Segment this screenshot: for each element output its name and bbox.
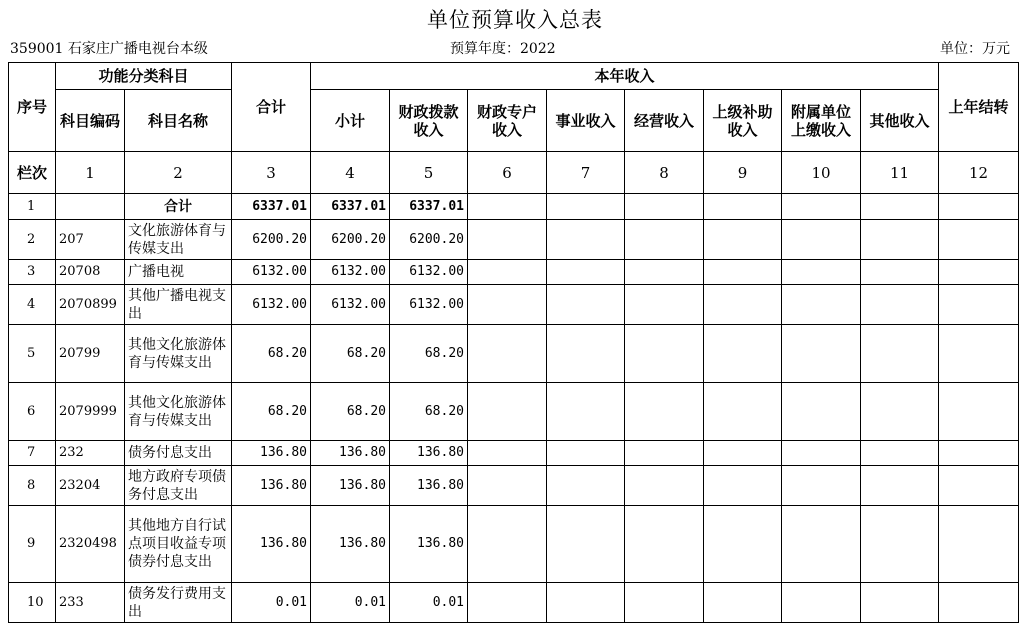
header-fiscal-special: 财政专户 收入 [468, 90, 547, 152]
table-row [9, 383, 1019, 441]
empty-cell [704, 285, 782, 325]
column-number: 7 [547, 152, 625, 194]
column-number: 11 [861, 152, 939, 194]
empty-cell [625, 325, 704, 383]
subtotal-cell: 6132.00 [311, 285, 390, 325]
empty-cell [547, 466, 625, 506]
fiscal-grant-cell: 6132.00 [390, 285, 468, 325]
column-number: 12 [939, 152, 1019, 194]
empty-cell [782, 466, 861, 506]
row-index: 3 [9, 260, 56, 285]
empty-cell [625, 194, 704, 220]
subtotal-cell: 68.20 [311, 325, 390, 383]
subject-name-cell: 广播电视 [125, 260, 232, 285]
empty-cell [625, 506, 704, 583]
empty-cell [939, 285, 1019, 325]
empty-cell [468, 583, 547, 623]
fiscal-grant-cell: 136.80 [390, 506, 468, 583]
budget-income-table [8, 62, 1019, 623]
empty-cell [782, 441, 861, 466]
column-index-row [9, 152, 1019, 194]
fiscal-grant-cell: 68.20 [390, 325, 468, 383]
total-cell: 136.80 [232, 466, 311, 506]
subject-name-cell: 其他文化旅游体育与传媒支出 [125, 383, 232, 441]
subject-name-cell: 债务发行费用支出 [125, 583, 232, 623]
subject-code-cell: 207 [56, 220, 125, 260]
row-index: 5 [9, 325, 56, 383]
subtotal-cell: 6337.01 [311, 194, 390, 220]
empty-cell [782, 583, 861, 623]
table-row [9, 441, 1019, 466]
table-row [9, 506, 1019, 583]
empty-cell [547, 220, 625, 260]
column-number: 10 [782, 152, 861, 194]
budget-year: 预算年度：2022 [450, 41, 556, 57]
fiscal-grant-cell: 68.20 [390, 383, 468, 441]
total-cell: 68.20 [232, 325, 311, 383]
header-last-year-carry: 上年结转 [939, 63, 1019, 152]
header-row-2 [9, 90, 1019, 152]
empty-cell [468, 260, 547, 285]
subject-code-cell: 232 [56, 441, 125, 466]
empty-cell [468, 383, 547, 441]
subtotal-cell: 6200.20 [311, 220, 390, 260]
empty-cell [468, 325, 547, 383]
row-index: 1 [9, 194, 56, 220]
subject-code-cell [56, 194, 125, 220]
empty-cell [939, 325, 1019, 383]
total-cell: 0.01 [232, 583, 311, 623]
column-number: 1 [56, 152, 125, 194]
column-number: 4 [311, 152, 390, 194]
empty-cell [782, 220, 861, 260]
total-cell: 136.80 [232, 506, 311, 583]
empty-cell [468, 441, 547, 466]
unit-name: 359001 石家庄广播电视台本级 [10, 41, 208, 57]
fiscal-grant-cell: 6200.20 [390, 220, 468, 260]
subtotal-cell: 6132.00 [311, 260, 390, 285]
empty-cell [547, 383, 625, 441]
subtotal-cell: 68.20 [311, 383, 390, 441]
table-row [9, 466, 1019, 506]
empty-cell [939, 260, 1019, 285]
empty-cell [704, 260, 782, 285]
total-cell: 6132.00 [232, 285, 311, 325]
empty-cell [704, 220, 782, 260]
empty-cell [861, 441, 939, 466]
empty-cell [939, 441, 1019, 466]
empty-cell [704, 466, 782, 506]
empty-cell [625, 285, 704, 325]
subject-code-cell: 20799 [56, 325, 125, 383]
empty-cell [547, 441, 625, 466]
total-cell: 6337.01 [232, 194, 311, 220]
empty-cell [625, 583, 704, 623]
empty-cell [782, 325, 861, 383]
empty-cell [939, 506, 1019, 583]
empty-cell [861, 260, 939, 285]
fiscal-grant-cell: 0.01 [390, 583, 468, 623]
row-index: 10 [9, 583, 56, 623]
empty-cell [704, 506, 782, 583]
header-row-1 [9, 63, 1019, 90]
empty-cell [861, 194, 939, 220]
header-operating-income: 经营收入 [625, 90, 704, 152]
fiscal-grant-cell: 136.80 [390, 441, 468, 466]
subject-code-cell: 2079999 [56, 383, 125, 441]
subject-code-cell: 233 [56, 583, 125, 623]
subject-name-cell: 合计 [125, 194, 232, 220]
total-cell: 6200.20 [232, 220, 311, 260]
empty-cell [468, 194, 547, 220]
row-index: 2 [9, 220, 56, 260]
subtotal-cell: 136.80 [311, 506, 390, 583]
empty-cell [547, 260, 625, 285]
empty-cell [468, 220, 547, 260]
header-subtotal: 小计 [311, 90, 390, 152]
header-this-year-income: 本年收入 [311, 63, 939, 90]
empty-cell [782, 506, 861, 583]
subject-name-cell: 其他文化旅游体育与传媒支出 [125, 325, 232, 383]
subject-name-cell: 其他地方自行试点项目收益专项债券付息支出 [125, 506, 232, 583]
empty-cell [939, 383, 1019, 441]
subtotal-cell: 136.80 [311, 441, 390, 466]
header-affiliate-income: 附属单位上缴收入 [782, 90, 861, 152]
empty-cell [468, 506, 547, 583]
empty-cell [782, 383, 861, 441]
total-cell: 136.80 [232, 441, 311, 466]
subject-code-cell: 2320498 [56, 506, 125, 583]
report-title: 单位预算收入总表 [427, 8, 603, 32]
row-index: 4 [9, 285, 56, 325]
empty-cell [547, 506, 625, 583]
empty-cell [861, 285, 939, 325]
header-seq: 序号 [9, 63, 56, 152]
empty-cell [704, 383, 782, 441]
subtotal-cell: 136.80 [311, 466, 390, 506]
column-number: 8 [625, 152, 704, 194]
column-number: 9 [704, 152, 782, 194]
header-subject-code: 科目编码 [56, 90, 125, 152]
empty-cell [625, 260, 704, 285]
empty-cell [468, 466, 547, 506]
empty-cell [468, 285, 547, 325]
subject-code-cell: 20708 [56, 260, 125, 285]
empty-cell [704, 441, 782, 466]
table-row [9, 220, 1019, 260]
empty-cell [861, 325, 939, 383]
empty-cell [782, 285, 861, 325]
row-index: 8 [9, 466, 56, 506]
subject-name-cell: 其他广播电视支出 [125, 285, 232, 325]
column-number: 6 [468, 152, 547, 194]
table-row [9, 194, 1019, 220]
empty-cell [861, 466, 939, 506]
subject-code-cell: 23204 [56, 466, 125, 506]
total-cell: 68.20 [232, 383, 311, 441]
subject-name-cell: 地方政府专项债务付息支出 [125, 466, 232, 506]
total-cell: 6132.00 [232, 260, 311, 285]
table-row [9, 260, 1019, 285]
header-other-income: 其他收入 [861, 90, 939, 152]
empty-cell [547, 325, 625, 383]
row-index: 9 [9, 506, 56, 583]
empty-cell [625, 466, 704, 506]
subject-name-cell: 债务付息支出 [125, 441, 232, 466]
fiscal-grant-cell: 6132.00 [390, 260, 468, 285]
empty-cell [939, 194, 1019, 220]
fiscal-grant-cell: 136.80 [390, 466, 468, 506]
empty-cell [625, 220, 704, 260]
empty-cell [704, 325, 782, 383]
empty-cell [704, 583, 782, 623]
empty-cell [547, 285, 625, 325]
subtotal-cell: 0.01 [311, 583, 390, 623]
empty-cell [939, 583, 1019, 623]
header-subject-name: 科目名称 [125, 90, 232, 152]
empty-cell [939, 466, 1019, 506]
column-number: 3 [232, 152, 311, 194]
column-number: 5 [390, 152, 468, 194]
money-unit: 单位：万元 [940, 41, 1010, 57]
empty-cell [704, 194, 782, 220]
subject-code-cell: 2070899 [56, 285, 125, 325]
empty-cell [625, 441, 704, 466]
row-index: 6 [9, 383, 56, 441]
header-business-income: 事业收入 [547, 90, 625, 152]
header-total: 合计 [232, 63, 311, 152]
column-index-label: 栏次 [9, 152, 56, 194]
empty-cell [939, 220, 1019, 260]
fiscal-grant-cell: 6337.01 [390, 194, 468, 220]
column-number: 2 [125, 152, 232, 194]
empty-cell [861, 583, 939, 623]
table-row [9, 583, 1019, 623]
empty-cell [547, 583, 625, 623]
table-row [9, 285, 1019, 325]
header-superior-subsidy: 上级补助收入 [704, 90, 782, 152]
subject-name-cell: 文化旅游体育与传媒支出 [125, 220, 232, 260]
empty-cell [861, 220, 939, 260]
header-func-class: 功能分类科目 [56, 63, 232, 90]
table-row [9, 325, 1019, 383]
header-fiscal-grant: 财政拨款 收入 [390, 90, 468, 152]
empty-cell [861, 383, 939, 441]
empty-cell [861, 506, 939, 583]
empty-cell [625, 383, 704, 441]
empty-cell [782, 194, 861, 220]
empty-cell [782, 260, 861, 285]
empty-cell [547, 194, 625, 220]
row-index: 7 [9, 441, 56, 466]
